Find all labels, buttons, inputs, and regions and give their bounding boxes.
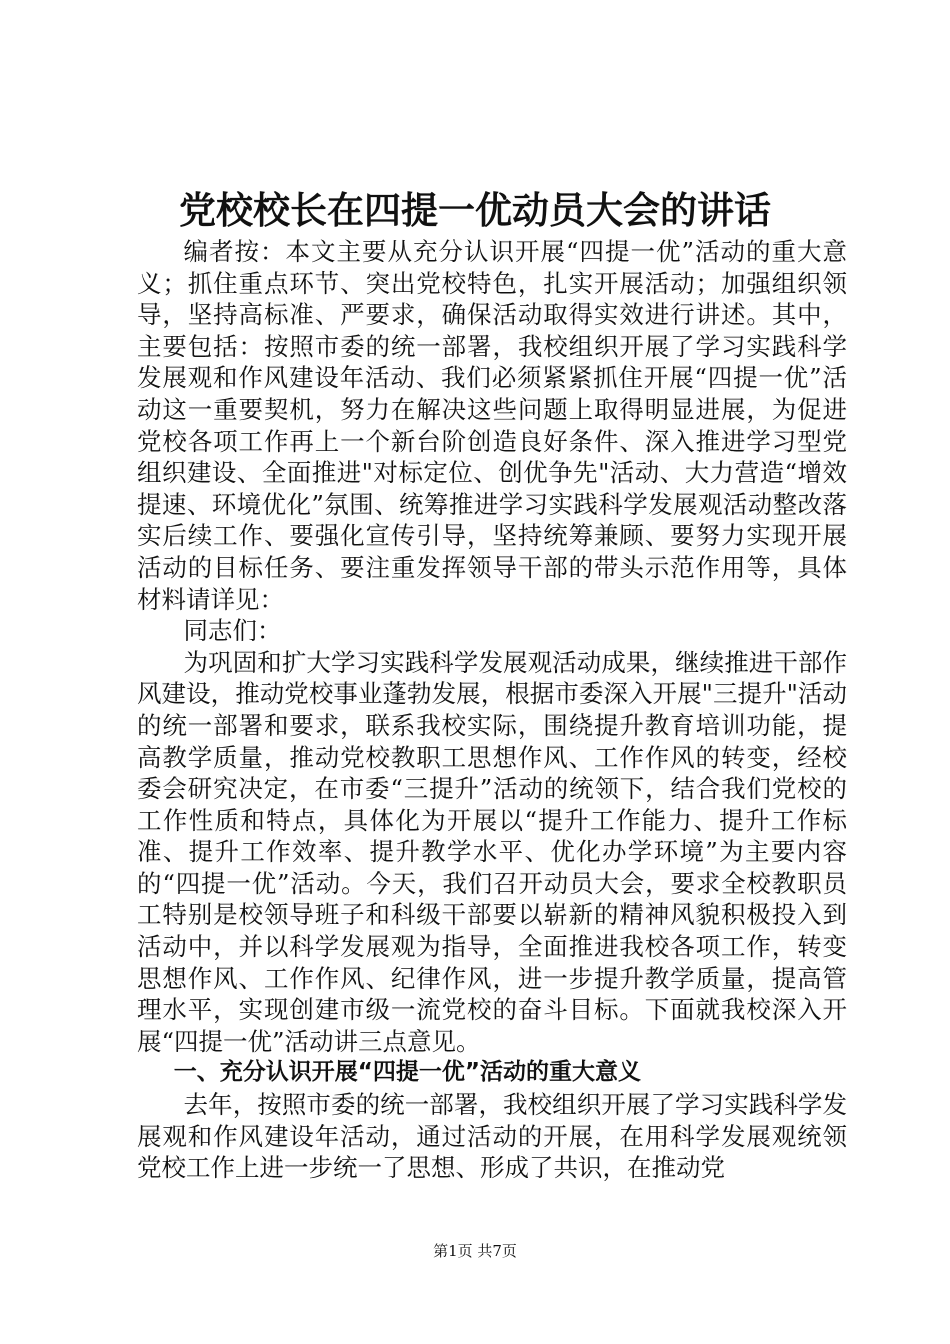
section-heading-1: 一、充分认识开展“四提一优”活动的重大意义 <box>173 1059 642 1086</box>
body-paragraph-2: 去年，按照市委的统一部署，我校组织开展了学习实践科学发展观和作风建设年活动，通过活动的开展，在用科学发展观统领党校工作上进一步统一了思想、形成了共识，在推动党 <box>137 1090 847 1183</box>
page-number-footer: 第1页 共7页 <box>433 1242 517 1260</box>
body-paragraph-1: 为巩固和扩大学习实践科学发展观活动成果，继续推进干部作风建设，推动党校事业蓬勃发展，根据市委深入开展"三提升"活动的统一部署和要求，联系我校实际，围绕提升教育培训功能，提高教学质量，推动党校教职工思想作风、工作作风的转变，经校委会研究决定，在市委“三提升”活动的统领下，结合我们党校的工作性质和特点，具体化为开展以“提升工作能力、提升工作标准、提升工作效率、提升教学水平、优化办学环境”为主要内容的“四提一优”活动。今天，我们召开动员大会，要求全校教职员工特别是校领导班子和科级干部要以崭新的精神风貌积极投入到活动中，并以科学发展观为指导，全面推进我校各项工作，转变思想作风、工作作风、纪律作风，进一步提升教学质量，提高管理水平，实现创建市级一流党校的奋斗目标。下面就我校深入开展“四提一优”活动讲三点意见。 <box>137 647 847 1056</box>
salutation: 同志们： <box>183 616 282 646</box>
document-body <box>137 236 847 1184</box>
document-title: 党校校长在四提一优动员大会的讲话 <box>179 188 771 232</box>
editor-note-paragraph: 编者按：本文主要从充分认识开展“四提一优”活动的重大意义；抓住重点环节、突出党校特色，扎实开展活动；加强组织领导，坚持高标准、严要求，确保活动取得实效进行讲述。其中，主要包括：按照市委的统一部署，我校组织开展了学习实践科学发展观和作风建设年活动、我们必须紧紧抓住开展“四提一优”活动这一重要契机，努力在解决这些问题上取得明显进展，为促进党校各项工作再上一个新台阶创造良好条件、深入推进学习型党组织建设、全面推进"对标定位、创优争先"活动、大力营造“增效提速、环境优化”氛围、统筹推进学习实践科学发展观活动整改落实后续工作、要强化宣传引导，坚持统筹兼顾、要努力实现开展活动的目标任务、要注重发挥领导干部的带头示范作用等，具体材料请详见： <box>137 237 847 614</box>
